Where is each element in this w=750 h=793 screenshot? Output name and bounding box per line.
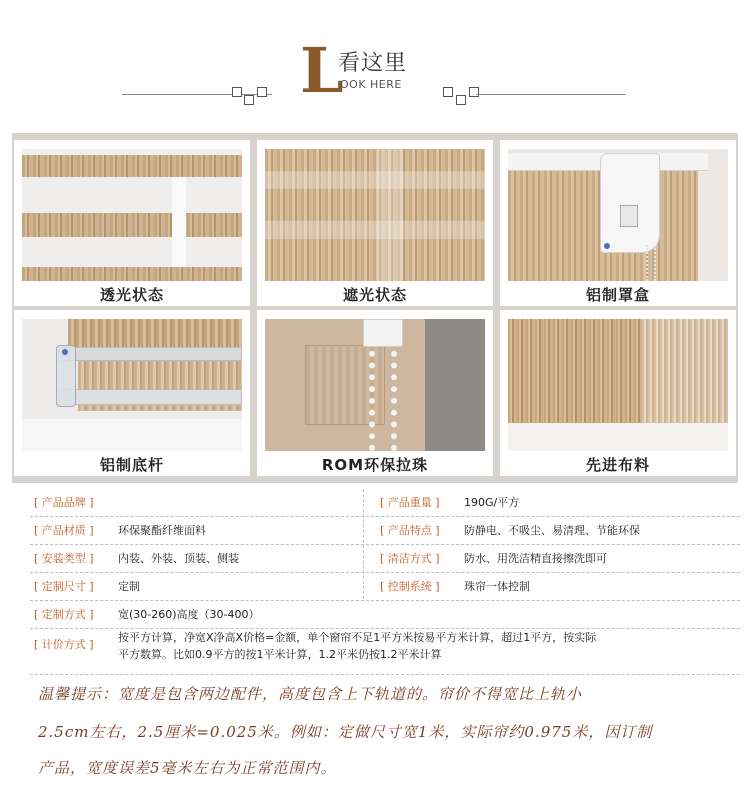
notice-line-2: 2.5cm左右，2.5厘米=0.025米。例如：定做尺寸宽1米，实际帘约0.975米，因订制 (38, 723, 653, 741)
blackout-blind-photo (265, 149, 485, 281)
aluminum-cover-box-photo (508, 149, 728, 281)
spec-row (30, 491, 740, 515)
header-subtitle: OOK HERE (340, 78, 402, 91)
gallery-tile-bead-chain (257, 310, 493, 476)
header-ornament-square (469, 87, 479, 97)
spec-label-brand: [ 产品品牌 ] (34, 496, 94, 509)
gallery-tile-bottom-rail (14, 310, 250, 476)
spec-value-material: 环保聚酯纤维面料 (118, 524, 206, 537)
header-ornament-square (257, 87, 267, 97)
header-ornament-square (443, 87, 453, 97)
header-title: 看这里 (338, 51, 408, 76)
gallery-tile-fabric (500, 310, 736, 476)
bead-chain-photo (265, 319, 485, 451)
fabric-photo (508, 319, 728, 451)
header-initial: L (300, 34, 344, 107)
header-rule-right (476, 94, 626, 95)
spec-value-weight: 190G/平方 (464, 496, 520, 509)
look-here-header (0, 0, 750, 120)
spec-label-material: [ 产品材质 ] (34, 524, 94, 537)
product-gallery (12, 133, 738, 483)
spec-label-install: [ 安装类型 ] (34, 552, 94, 565)
aluminum-bottom-rail-photo (22, 319, 242, 451)
spec-value-install: 内装、外装、顶装、侧装 (118, 552, 239, 565)
gallery-tile-blackout (257, 140, 493, 306)
spec-label-pricing: [ 计价方式 ] (34, 638, 94, 651)
gallery-caption: ROM环保拉珠 (321, 456, 429, 474)
spec-row (30, 603, 740, 627)
spec-value-size: 定制 (118, 580, 140, 593)
gallery-caption: 先进布料 (585, 456, 650, 474)
translucent-blind-photo (22, 149, 242, 281)
spec-value-features: 防静电、不吸尘、易清理、节能环保 (464, 524, 640, 537)
spec-label-features: [ 产品特点 ] (380, 524, 440, 537)
gallery-tile-translucent (14, 140, 250, 306)
spec-label-weight: [ 产品重量 ] (380, 496, 440, 509)
spec-value-pricing-line1: 按平方计算，净宽X净高X价格=金额，单个窗帘不足1平方米按易平方米计算，超过1平方，按实际 (118, 631, 597, 644)
gallery-caption: 遮光状态 (342, 286, 407, 304)
spec-value-method: 宽(30-260)高度（30-400） (118, 608, 260, 621)
gallery-caption: 铝制罩盒 (585, 286, 650, 304)
header-ornament-square (244, 95, 254, 105)
spec-value-pricing-line2: 平方数算。比如0.9平方的按1平米计算，1.2平米仍按1.2平米计算 (118, 648, 442, 661)
spec-row (30, 519, 740, 543)
spec-value-control: 珠帘一体控制 (464, 580, 530, 593)
gallery-caption: 铝制底杆 (99, 456, 164, 474)
spec-label-control: [ 控制系统 ] (380, 580, 440, 593)
spec-row (30, 575, 740, 599)
notice-line-3: 产品，宽度误差5毫米左右为正常范围内。 (38, 759, 337, 777)
notice-line-1: 温馨提示：宽度是包含两边配件，高度包含上下轨道的。帘价不得宽比上轨小 (38, 685, 583, 703)
gallery-caption: 透光状态 (99, 286, 164, 304)
spec-label-cleaning: [ 清洁方式 ] (380, 552, 440, 565)
spec-label-size: [ 定制尺寸 ] (34, 580, 94, 593)
spec-value-cleaning: 防水、用洗洁精直接擦洗即可 (464, 552, 607, 565)
header-ornament-square (456, 95, 466, 105)
spec-row (30, 547, 740, 571)
spec-row (30, 633, 740, 673)
gallery-tile-cover-box (500, 140, 736, 306)
header-ornament-square (232, 87, 242, 97)
spec-label-method: [ 定制方式 ] (34, 608, 94, 621)
